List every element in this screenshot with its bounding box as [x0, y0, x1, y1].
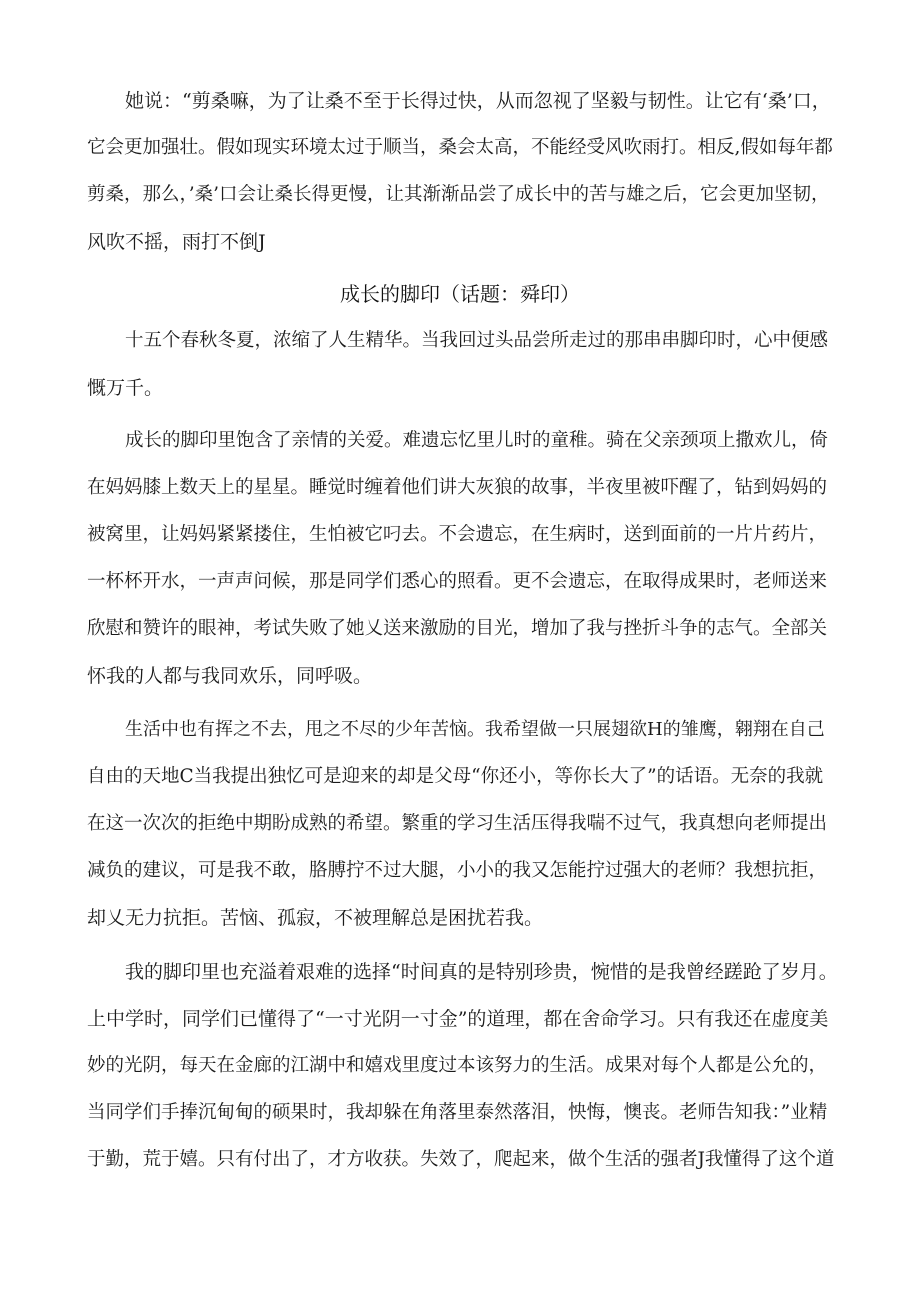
- paragraph-line: 生活中也有挥之不去，甩之不尽的少年苦恼。我希望做一只展翅欲H的雏鹰，翱翔在自己: [125, 719, 825, 740]
- paragraph-line: 我的脚印里也充溢着艰难的选择“时间真的是特别珍贵，惋惜的是我曾经蹉跄了岁月。: [125, 961, 838, 983]
- paragraph-line: 一杯杯开水，一声声问候，那是同学们悉心的照看。更不会遗忘，在取得成果时，老师送来: [87, 571, 828, 592]
- intro-line: 剪桑，那么，’桑’口会让桑长得更慢，让其渐渐品尝了成长中的苦与雄之后，它会更加坚韧，: [87, 184, 830, 205]
- paragraph-line: 在妈妈膝上数天上的星星。睡觉时缠着他们讲大灰狼的故事，半夜里被吓醒了，钻到妈妈的: [87, 477, 828, 498]
- paragraph-line: 十五个春秋冬夏，浓缩了人生精华。当我回过头品尝所走过的那串串脚印时，心中便感: [125, 330, 829, 351]
- essay-title: 成长的脚印（话题：舜印）: [340, 282, 580, 306]
- paragraph-line: 怀我的人都与我同欢乐，同呼吸。: [87, 665, 373, 687]
- paragraph-line: 当同学们手捧沉甸甸的硕果时，我却躲在角落里泰然落泪，怏悔，懊丧。老师告知我：”业精: [87, 1102, 828, 1123]
- paragraph-line: 却乂无力抗拒。苦恼、孤寂，不被理解总是困扰若我。: [87, 907, 544, 929]
- paragraph-line: 被窝里，让妈妈紧紧搂住，生怕被它叼去。不会遗忘，在生病时，送到面前的一片片药片，: [87, 524, 828, 545]
- paragraph-line: 上中学时，同学们已懂得了“一寸光阴一寸金”的道理，都在舍命学习。只有我还在虚度美: [87, 1008, 829, 1030]
- intro-line: 她说：“剪桑嘛，为了让桑不至于长得过快，从而忽视了坚毅与韧性。让它有‘桑’口，: [125, 90, 831, 112]
- paragraph-line: 减负的建议，可是我不敢，胳膊拧不过大腿，小小的我又怎能拧过强大的老师？我想抗拒，: [87, 860, 828, 881]
- paragraph-line: 于勤，荒于嬉。只有付出了，才方收获。失效了，爬起来，做个生活的强者J我懂得了这个道: [87, 1149, 835, 1170]
- paragraph-line: 在这一次次的拒绝中期盼成熟的希望。繁重的学习生活压得我喘不过气，我真想向老师提出: [87, 813, 828, 834]
- paragraph-line: 慨万千。: [87, 377, 164, 399]
- intro-line: 风吹不摇，雨打不倒J: [87, 231, 266, 253]
- paragraph-line: 妙的光阴，每天在金廊的江湖中和嬉戏里度过本该努力的生活。成果对每个人都是公允的，: [87, 1055, 828, 1076]
- paragraph-line: 自由的天地C当我提出独忆可是迎来的却是父母“你还小，等你长大了”的话语。无奈的我就: [87, 766, 824, 787]
- intro-line: 它会更加强壮。假如现实环境太过于顺当，桑会太高，不能经受风吹雨打。相反,假如每年都: [87, 137, 833, 158]
- paragraph-line: 欣慰和赞许的眼神，考试失败了她乂送来激励的目光，增加了我与挫折斗争的志气。全部关: [87, 618, 828, 639]
- paragraph-line: 成长的脚印里饱含了亲情的关爱。难遗忘忆里儿时的童稚。骑在父亲颈项上撒欢儿，倚: [125, 430, 829, 451]
